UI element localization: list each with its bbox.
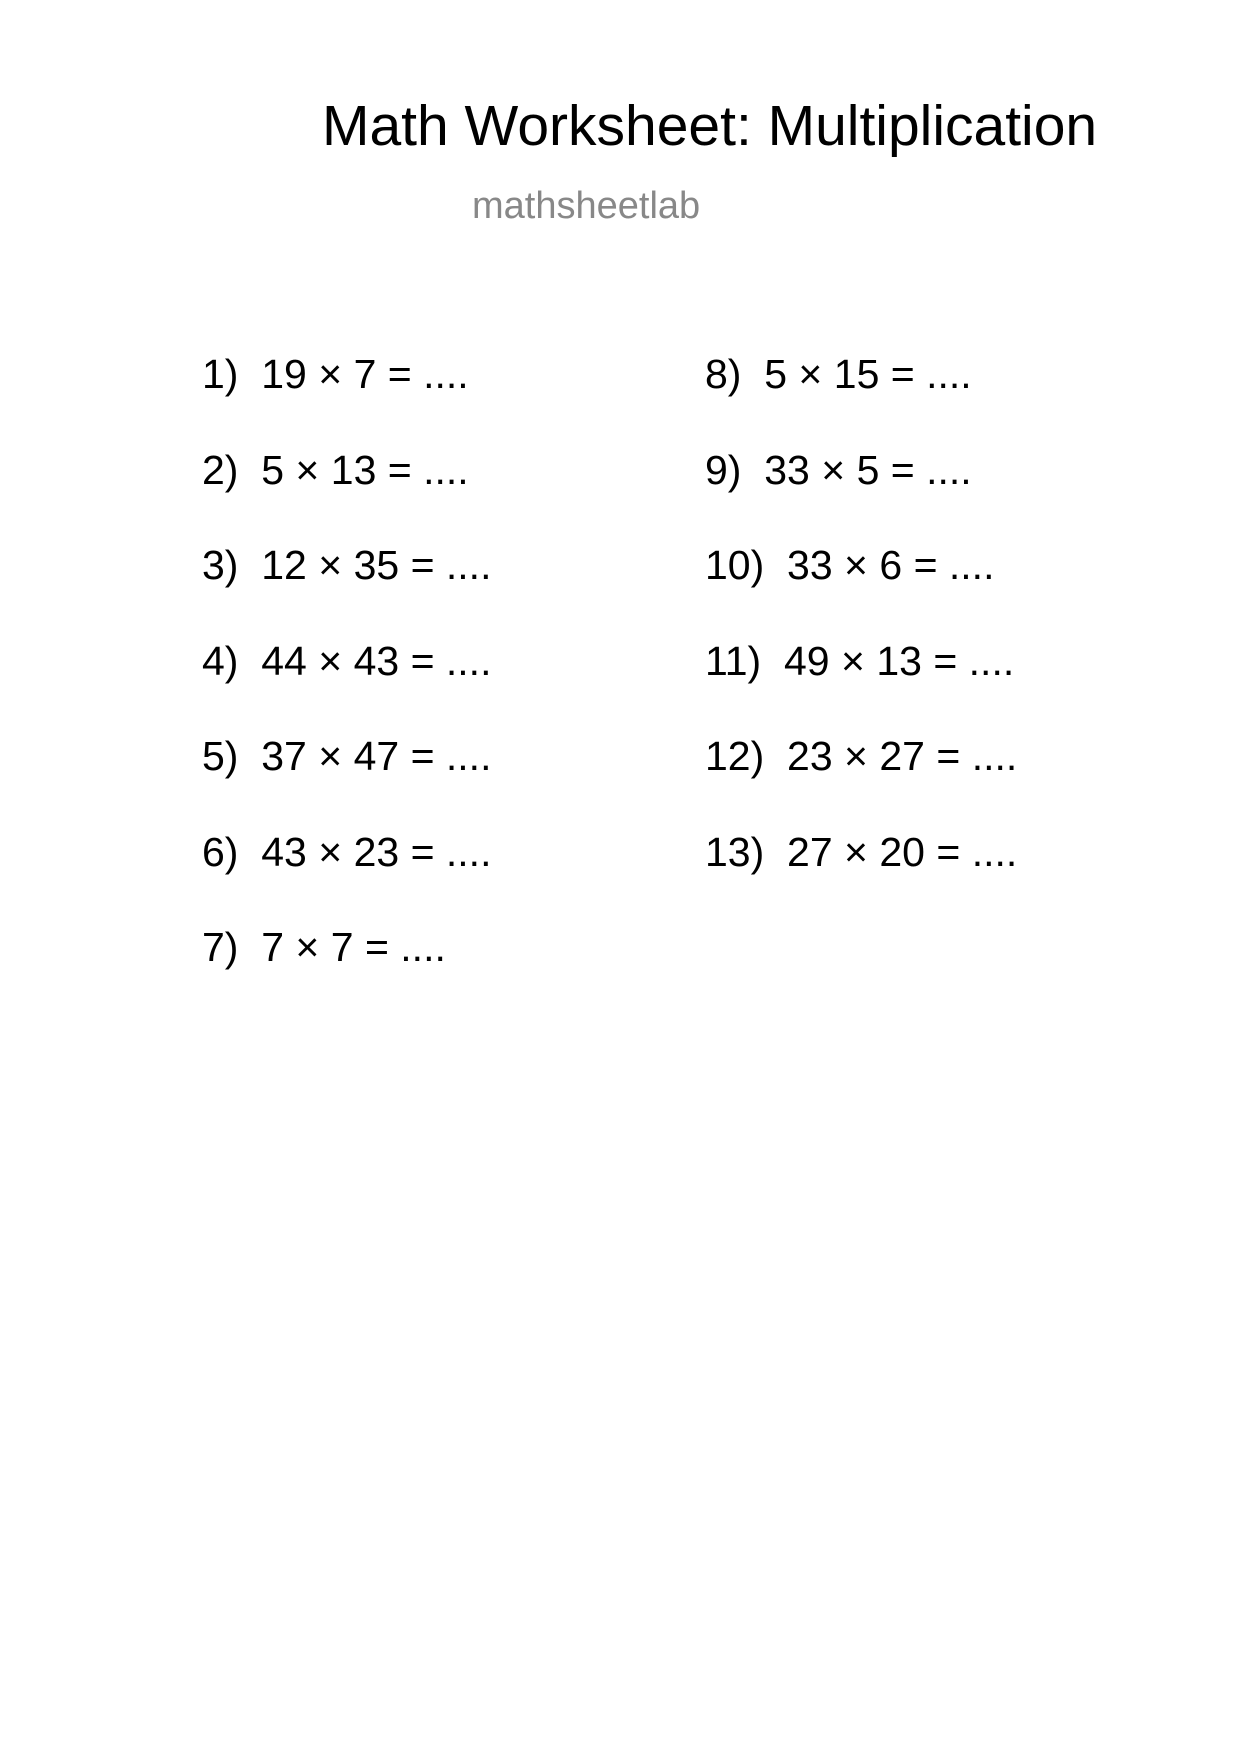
- problem-item: 4) 44 × 43 = ....: [202, 637, 492, 684]
- problem-item: 9) 33 × 5 = ....: [705, 446, 972, 493]
- problem-item: 5) 37 × 47 = ....: [202, 733, 492, 779]
- problem-item: 3) 12 × 35 = ....: [202, 542, 492, 588]
- problems-column-right: [705, 351, 1018, 927]
- problem-item: 12) 23 × 27 = ....: [705, 733, 1018, 779]
- worksheet-title: Math Worksheet: Multiplication: [322, 94, 1098, 158]
- problem-item: 2) 5 × 13 = ....: [202, 446, 469, 493]
- problems-column-left: [202, 351, 492, 1023]
- problem-item: 13) 27 × 20 = ....: [705, 828, 1018, 875]
- problem-item: 6) 43 × 23 = ....: [202, 828, 492, 875]
- problem-item: 7) 7 × 7 = ....: [202, 924, 446, 970]
- problem-item: 1) 19 × 7 = ....: [202, 351, 469, 397]
- worksheet-subtitle: mathsheetlab: [472, 185, 701, 227]
- problem-item: 10) 33 × 6 = ....: [705, 542, 995, 588]
- problem-item: 11) 49 × 13 = ....: [705, 637, 1015, 684]
- problem-item: 8) 5 × 15 = ....: [705, 351, 972, 397]
